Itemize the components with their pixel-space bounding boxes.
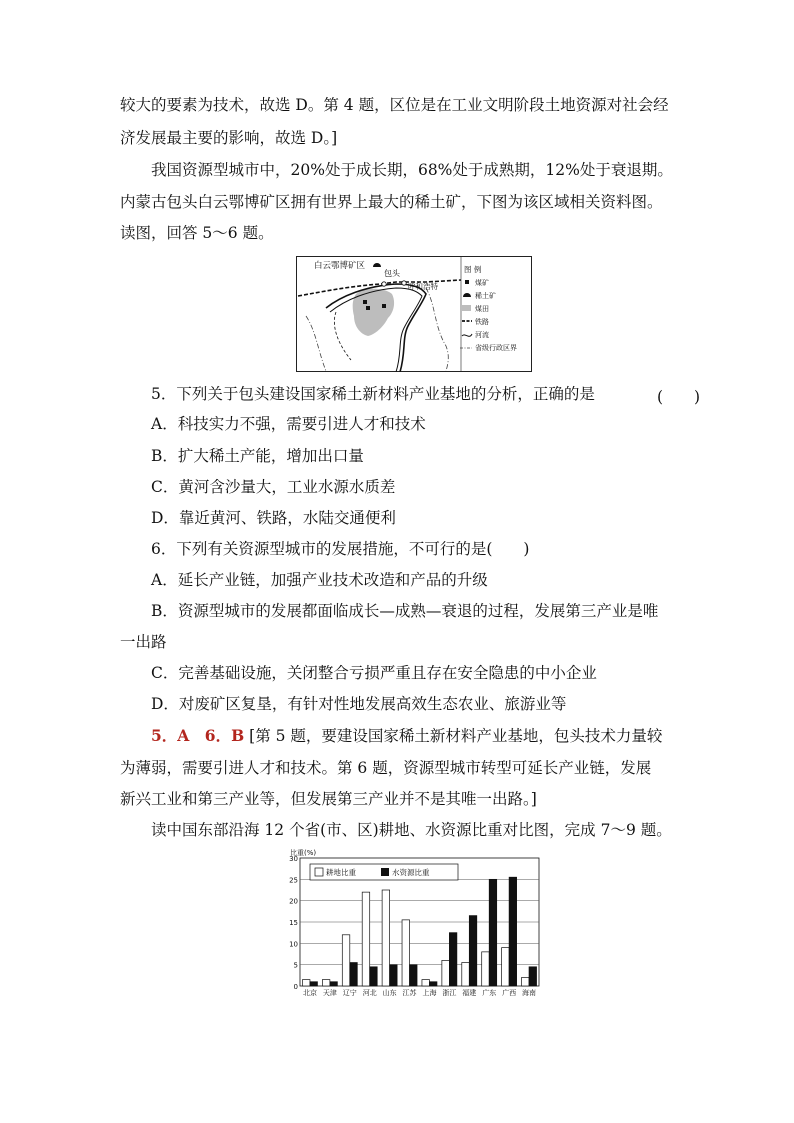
legend-title: 图 例 [464, 265, 482, 274]
answer-explanation-line-3: 新兴工业和第三产业等，但发展第三产业并不是其唯一出路。] [120, 790, 537, 808]
question-5-answer-bracket: ( ) [657, 388, 701, 406]
question-5-option-d: D．靠近黄河、铁路，水陆交通便利 [151, 509, 396, 527]
answer-key: 5．A 6．B [151, 726, 245, 745]
coal-mine-icon [382, 304, 386, 308]
y-tick-label: 0 [293, 983, 298, 991]
baotou-region-map [296, 256, 532, 372]
bar-farmland [362, 892, 370, 986]
legend-swatch-water [381, 868, 389, 876]
answer-explanation-line-1 [151, 726, 662, 746]
baotou-city-icon [382, 282, 386, 286]
paragraph-line-3: 我国资源型城市中，20%处于成长期，68%处于成熟期，12%处于衰退期。 [151, 161, 673, 179]
bar-water [310, 982, 318, 986]
y-tick-label: 30 [289, 855, 298, 863]
hohhot-city-icon [402, 281, 406, 285]
question-5-option-b: B．扩大稀土产能，增加出口量 [151, 447, 364, 465]
x-tick-label: 天津 [322, 989, 337, 997]
legend-item-coal-field: 煤田 [475, 305, 489, 313]
paragraph-line-6: 读中国东部沿海 12 个省(市、区)耕地、水资源比重对比图，完成 7～9 题。 [151, 821, 672, 839]
legend-item-river: 河流 [475, 331, 489, 339]
bar-water [390, 965, 398, 986]
bar-water [509, 877, 517, 986]
coal-mine-icon [366, 306, 370, 310]
x-tick-label: 广东 [482, 989, 497, 997]
bar-water [370, 967, 378, 986]
answer-explanation-line-2: 为薄弱，需要引进人才和技术。第 6 题，资源型城市转型可延长产业链，发展 [120, 759, 652, 777]
paragraph-line-2: 济发展最主要的影响，故选 D。] [120, 129, 338, 147]
x-tick-label: 上海 [422, 989, 437, 997]
x-tick-label: 浙江 [442, 989, 457, 997]
bar-water [489, 879, 497, 986]
y-tick-label: 10 [289, 940, 298, 949]
paragraph-line-5: 读图，回答 5～6 题。 [120, 224, 274, 242]
bar-water [350, 963, 358, 986]
legend-item-rare-earth: 稀土矿 [475, 292, 496, 300]
bar-water [410, 965, 418, 986]
legend-label-water: 水资源比重 [392, 868, 430, 877]
coal-mine-legend-icon [465, 280, 469, 284]
x-tick-label: 福建 [462, 989, 477, 997]
question-5-stem: 5．下列关于包头建设国家稀土新材料产业基地的分析，正确的是 [151, 385, 595, 403]
bar-water [529, 967, 537, 986]
bar-farmland [342, 935, 350, 986]
paragraph-line-1: 较大的要素为技术，故选 D。第 4 题，区位是在工业文明阶段土地资源对社会经 [120, 96, 669, 114]
legend-label-farmland: 耕地比重 [326, 868, 356, 877]
x-tick-label: 河北 [362, 989, 377, 997]
question-6-option-b-line2: 一出路 [120, 633, 167, 651]
paragraph-line-4: 内蒙古包头白云鄂博矿区拥有世界上最大的稀土矿，下图为该区域相关资料图。 [120, 193, 663, 211]
bar-water [330, 982, 338, 986]
bar-farmland [462, 963, 470, 986]
x-tick-label: 山东 [382, 989, 397, 997]
x-tick-label: 江苏 [402, 989, 417, 997]
legend-swatch-farmland [315, 868, 323, 876]
x-tick-label: 北京 [302, 989, 317, 997]
question-5-option-a: A．科技实力不强，需要引进人才和技术 [151, 415, 426, 433]
map-label-mine-area: 白云鄂博矿区 [314, 261, 366, 271]
bar-farmland [382, 890, 390, 986]
y-tick-label: 25 [289, 876, 298, 885]
question-6-stem: 6．下列有关资源型城市的发展措施，不可行的是( ) [151, 540, 530, 558]
question-6-option-c: C．完善基础设施，关闭整合亏损严重且存在安全隐患的中小企业 [151, 664, 597, 682]
x-tick-label: 广西 [502, 989, 517, 997]
x-tick-label: 辽宁 [342, 989, 357, 997]
bar-farmland [422, 980, 430, 986]
question-6-option-d: D．对废矿区复垦，有针对性地发展高效生态农业、旅游业等 [151, 695, 567, 713]
bar-farmland [482, 952, 490, 986]
y-tick-label: 15 [289, 919, 298, 927]
bar-water [469, 916, 477, 986]
map-label-hohhot: 呼和浩特 [408, 282, 438, 291]
bar-farmland [302, 980, 310, 986]
legend-item-railway: 铁路 [475, 318, 489, 326]
bar-farmland [522, 977, 530, 986]
question-6-option-a: A．延长产业链，加强产业技术改造和产品的升级 [151, 571, 488, 589]
bar-farmland [502, 948, 510, 986]
bar-farmland [442, 960, 450, 986]
y-axis-title: 比重(%) [290, 849, 317, 857]
legend-item-boundary: 省级行政区界 [475, 344, 517, 352]
x-tick-label: 海南 [522, 989, 537, 997]
farmland-water-ratio-chart [286, 848, 542, 1000]
bar-water [449, 933, 457, 986]
map-label-baotou: 包头 [384, 269, 400, 278]
coal-mine-icon [363, 300, 367, 304]
explanation-text: [第 5 题，要建设国家稀土新材料产业基地，包头技术力量较 [249, 727, 663, 745]
legend-item-coal-mine: 煤矿 [475, 279, 489, 287]
coal-field-legend-icon [462, 305, 471, 311]
question-5-option-c: C．黄河含沙量大，工业水源水质差 [151, 478, 396, 496]
question-6-option-b-line1: B．资源型城市的发展都面临成长—成熟—衰退的过程，发展第三产业是唯 [151, 602, 659, 620]
bar-water [429, 982, 437, 986]
bar-farmland [402, 920, 410, 986]
y-tick-label: 5 [293, 961, 298, 970]
y-tick-label: 20 [289, 897, 298, 906]
bar-farmland [322, 980, 330, 986]
